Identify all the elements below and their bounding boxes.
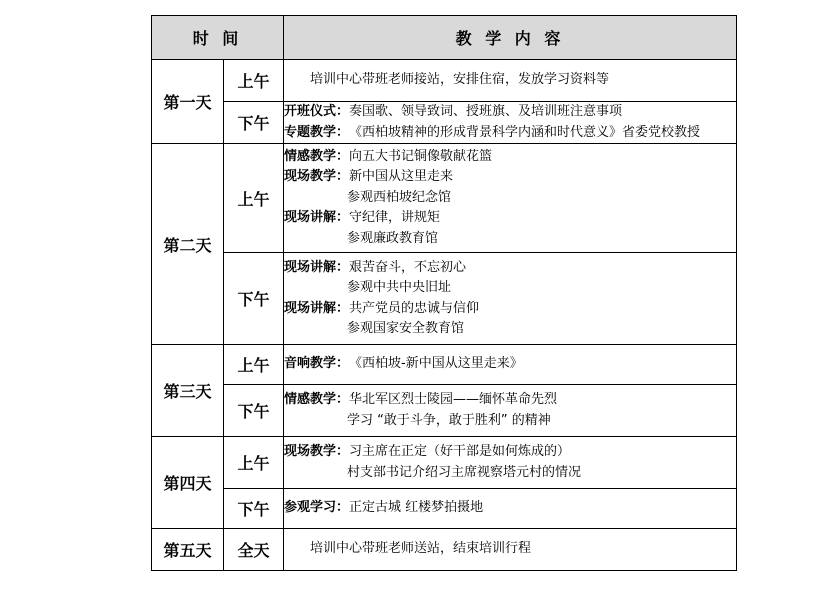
session-description: 培训中心带班老师接站，安排住宿，发放学习资料等	[310, 72, 610, 88]
period-label: 下午	[224, 102, 284, 144]
session-description: 培训中心带班老师送站，结束培训行程	[310, 541, 532, 557]
period-label: 上午	[224, 60, 284, 102]
session-description: 村支部书记介绍习主席视察塔元村的情况	[347, 464, 582, 480]
period-label: 下午	[224, 385, 284, 437]
schedule-row	[152, 345, 737, 385]
period-label: 下午	[224, 253, 284, 345]
schedule-row	[152, 489, 737, 529]
schedule-row	[152, 437, 737, 489]
session-description: 《西柏坡-新中国从这里走来》	[349, 356, 523, 372]
session-type-label: 现场讲解：	[284, 259, 350, 275]
period-label: 上午	[224, 437, 284, 489]
session-description: 习主席在正定（好干部是如何炼成的）	[349, 444, 571, 459]
content-line	[284, 299, 736, 320]
day-label: 第五天	[152, 529, 224, 571]
period-label: 下午	[224, 489, 284, 529]
period-label: 全天	[224, 529, 284, 571]
content-header: 教 学 内 容	[284, 16, 737, 60]
session-type-label: 现场讲解：	[284, 300, 350, 316]
content-line	[284, 70, 736, 91]
schedule-row	[152, 144, 737, 253]
session-description: 参观廉政教育馆	[347, 230, 439, 246]
session-content	[284, 529, 737, 571]
header-row	[152, 16, 737, 60]
session-type-label: 现场教学：	[284, 444, 350, 459]
content-line	[284, 498, 736, 519]
session-description: 华北军区烈士陵园——缅怀革命先烈	[349, 392, 558, 407]
session-description: 共产党员的忠诚与信仰	[349, 300, 480, 316]
session-type-label: 开班仪式：	[284, 104, 350, 119]
session-content	[284, 144, 737, 253]
session-content	[284, 345, 737, 385]
schedule-row	[152, 102, 737, 144]
session-description: 参观中共中央旧址	[347, 280, 452, 295]
session-description: 参观西柏坡纪念馆	[347, 189, 452, 205]
session-description: 学习 “敢于斗争，敢于胜利” 的精神	[347, 412, 551, 428]
session-type-label: 参观学习：	[284, 500, 350, 516]
day-label: 第二天	[152, 144, 224, 345]
day-label: 第一天	[152, 60, 224, 144]
session-type-label: 现场教学：	[284, 169, 350, 185]
content-line	[284, 278, 736, 299]
content-line	[284, 258, 736, 279]
schedule-row	[152, 253, 737, 345]
content-line	[284, 463, 736, 484]
content-line	[284, 102, 736, 123]
session-description: 向五大书记铜像敬献花篮	[349, 148, 493, 164]
session-description: 新中国从这里走来	[349, 169, 454, 185]
schedule-row	[152, 60, 737, 102]
schedule-table	[151, 15, 737, 571]
session-description: 守纪律，讲规矩	[349, 210, 441, 226]
session-type-label: 音响教学：	[284, 356, 350, 372]
session-type-label: 情感教学：	[284, 148, 350, 164]
content-line	[284, 539, 736, 560]
session-content	[284, 60, 737, 102]
session-type-label: 专题教学：	[284, 124, 350, 140]
time-header: 时 间	[152, 16, 284, 60]
session-content	[284, 437, 737, 489]
content-line	[284, 147, 736, 168]
period-label: 上午	[224, 345, 284, 385]
content-line	[284, 354, 736, 375]
schedule-row	[152, 385, 737, 437]
session-description: 参观国家安全教育馆	[347, 321, 465, 336]
schedule-body	[152, 60, 737, 571]
content-line	[284, 411, 736, 432]
session-description: 《西柏坡精神的形成背景科学内涵和时代意义》省委党校教授	[349, 124, 701, 140]
content-line	[284, 188, 736, 209]
day-label: 第三天	[152, 345, 224, 437]
session-type-label: 现场讲解：	[284, 210, 350, 226]
content-line	[284, 167, 736, 188]
content-line	[284, 123, 736, 144]
session-description: 正定古城 红楼梦拍摄地	[349, 500, 484, 516]
content-line	[284, 208, 736, 229]
session-description: 艰苦奋斗，不忘初心	[349, 259, 467, 275]
session-type-label: 情感教学：	[284, 392, 350, 407]
day-label: 第四天	[152, 437, 224, 529]
session-content	[284, 385, 737, 437]
session-content	[284, 489, 737, 529]
session-content	[284, 102, 737, 144]
content-line	[284, 390, 736, 411]
schedule-row	[152, 529, 737, 571]
content-line	[284, 442, 736, 463]
content-line	[284, 319, 736, 340]
content-line	[284, 229, 736, 250]
session-content	[284, 253, 737, 345]
period-label: 上午	[224, 144, 284, 253]
session-description: 奏国歌、领导致词、授班旗、及培训班注意事项	[349, 104, 623, 119]
